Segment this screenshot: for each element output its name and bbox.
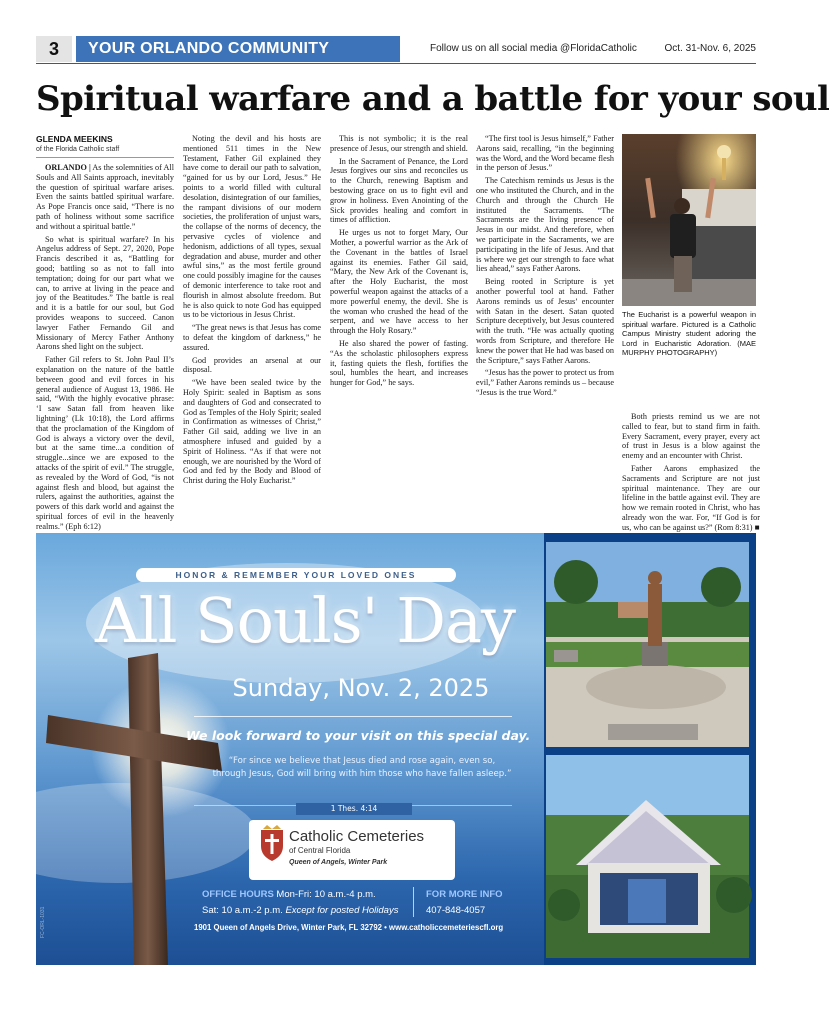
statue-garden-photo bbox=[546, 542, 749, 747]
article-paragraph: “Jesus has the power to protect us from evil,” Father Aarons reminds us – because “Jesus is the true Word.” bbox=[476, 368, 615, 397]
org-location: Queen of Angels, Winter Park bbox=[289, 859, 388, 866]
article-paragraph: “The great news is that Jesus has come to defeat the kingdom of darkness,” he assured. bbox=[183, 323, 321, 352]
article-column-2 bbox=[183, 134, 321, 514]
photo-caption: The Eucharist is a powerful weapon in spiritual warfare. Pictured is a Catholic Campus Ministry student adoring the Lord in Eucharistic Adoration. (MAE MURPHY PHOTOGRAPHY) bbox=[622, 310, 756, 358]
ad-title: All Souls' Day bbox=[95, 584, 515, 657]
scripture-quote: “For since we believe that Jesus died and rose again, even so, through Jesus, God will bring with him those who have fallen asleep.” bbox=[212, 756, 512, 779]
article-paragraph: Father Aarons emphasized the Sacraments and Scripture are not just spiritual maintenance. They are our lifeline in the battle against evil. They are how we remain rooted in Christ, who has already won the war. For, “If God is for us, who can be against us?” (Rom 8:31) ■ bbox=[622, 463, 760, 532]
all-souls-ad bbox=[36, 533, 756, 965]
byline bbox=[36, 134, 174, 158]
shield-icon bbox=[259, 828, 285, 862]
article-paragraph: “We have been sealed twice by the Holy Spirit: sealed in Baptism as sons and daughters of God and consecrated to God as Temples of the Holy Spirit; sealed in Confirmation as witnesses of Christ,” Father Gil said, adding we live in an atmosphere infused and guided by a Spirit of Holiness. “As if that were not enough, we are nourished by the Word of God and fed by the Body and Blood of Christ during the Holy Eucharist.” bbox=[183, 378, 321, 486]
chapel-photo bbox=[546, 755, 749, 958]
article-paragraph: ORLANDO | As the solemnities of All Souls and All Saints approach, inevitably the question of spiritual warfare arises. Even the saints battled spiritual warfare. As Pope Francis once said, “There is no path of holiness without some sacrifice and without a spiritual battle.” bbox=[36, 163, 174, 231]
scripture-citation: 1 Thes. 4:14 bbox=[296, 803, 412, 815]
article-paragraph: Noting the devil and his hosts are mentioned 511 times in the New Testament, Father Gil explained they have come to derail our path to salvation, “gained for us by our Lord, Jesus.” He points to a world filled with cultural desolation, disintegration of our families, the rampant divisions of our modern societies, the proliferation of unjust wars, the collapse of the norms of decency, the pervasive cycles of violence and hedonism, addictions of all types, sexual degradation and abuse, murder and other awful sins,” as the most fertile ground one could possibly imagine for the causes of demonic interference to take root and flourish in almost absolute freedom. But he is also quick to note God has equipped us to be victorious in Jesus Christ. bbox=[183, 134, 321, 320]
article-column-3 bbox=[330, 134, 468, 514]
page-header bbox=[36, 36, 756, 62]
article-paragraph: He urges us not to forget Mary, Our Mother, a powerful warrior as the Ark of the Covenant in the battles of Israel against its enemies. Father Gil said, “Mary, the New Ark of the Covenant is, after the Holy Eucharist, the most powerful weapon against the attacks of a more powerful enemy, the devil. She is the woman who crushed the head of the serpent, and we have access to her through the Holy Rosary.” bbox=[330, 228, 468, 336]
office-hours bbox=[202, 887, 412, 919]
more-info-label: FOR MORE INFO bbox=[426, 889, 503, 900]
ad-divider bbox=[194, 716, 512, 717]
ad-tagline: We look forward to your visit on this special day. bbox=[186, 728, 531, 743]
dateline: ORLANDO | bbox=[45, 163, 91, 172]
section-title: YOUR ORLANDO COMMUNITY bbox=[76, 36, 400, 62]
org-subtitle: of Central Florida bbox=[289, 846, 351, 855]
article-column-5 bbox=[622, 412, 760, 532]
social-follow: Follow us on all social media @FloridaCatholic bbox=[430, 43, 637, 54]
article-paragraph: This is not symbolic; it is the real presence of Jesus, our strength and shield. bbox=[330, 134, 468, 153]
ad-code: FC-ORL-1031 bbox=[40, 906, 46, 938]
article-paragraph: “The first tool is Jesus himself,” Father Aarons said, recalling, “in the beginning was the Word, and the Word became flesh in the person of Jesus.” bbox=[476, 134, 614, 173]
article-column-1 bbox=[36, 163, 174, 531]
page-number: 3 bbox=[36, 36, 72, 62]
org-name: Catholic Cemeteries bbox=[289, 828, 425, 845]
phone-number[interactable]: 407-848-4057 bbox=[426, 905, 486, 916]
office-hours-label: OFFICE HOURS bbox=[202, 889, 274, 900]
adoration-photo bbox=[622, 134, 756, 306]
article-paragraph: So what is spiritual warfare? In his Angelus address of Sept. 27, 2020, Pope Francis described it as, “Battling for good; battling so as not to fall into temptation; doing for our part what we can, to arrive at living in the peace and joy of the Beatitudes.” The battle is real and it is a battle for our soul, but God provides weapons to succeed. Canon lawyer Father Fernando Gil and Missionary of Mercy Father Anthony Aarons shed light on the subject. bbox=[36, 234, 174, 352]
info-divider bbox=[413, 887, 414, 917]
article-paragraph: Being rooted in Scripture is yet another powerful tool at hand. Father Aarons reminds us of Jesus’ encounter with Satan in the desert. Satan quoted Scripture deceptively, but Jesus countered with the truth. “He was actually quoting words from Scripture, and therefore He knew the power that He had was based on the Scripture,” says Father Aarons. bbox=[476, 277, 614, 365]
office-weekday: Mon-Fri: 10 a.m.-4 p.m. bbox=[276, 889, 376, 900]
headline: Spiritual warfare and a battle for your soul bbox=[36, 79, 829, 119]
author-name: GLENDA MEEKINS bbox=[36, 134, 113, 144]
author-org: of the Florida Catholic staff bbox=[36, 145, 174, 158]
article-paragraph: The Catechism reminds us Jesus is the one who instituted the Church, and in the Church and through the Church He instituted the Sacraments. “The Sacraments are the living presence of Jesus in our midst. And therefore, when we participate in the Sacraments, we are participating in the life of Jesus. And that is where we get our strength to face what lies ahead,” says Father Aarons. bbox=[476, 176, 614, 274]
ad-main-panel bbox=[36, 533, 544, 965]
issue-date: Oct. 31-Nov. 6, 2025 bbox=[664, 43, 756, 54]
ad-banner: HONOR & REMEMBER YOUR LOVED ONES bbox=[136, 568, 456, 582]
article-paragraph: God provides an arsenal at our disposal. bbox=[183, 355, 321, 375]
article-paragraph: Father Gil refers to St. John Paul II’s explanation on the nature of the battle between good and evil forces in his general audience of August 13, 1986. He said, “With the highly evocative phrase: ‘I saw Satan fall from heaven like lightning’ (Lk 10:18), the Lord affirms that the proclamation of the Kingdom of God is always a victory over the devil, but at the same time...a condition of struggle...since we are exposed to the attacks of the spirit of evil.” The struggle, as revealed by the Word of God, “is not against flesh and blood, but against the rulers, against the authorities, against the powers of this dark world and against the spiritual forces of evil in the heavenly realms.” (Eph 6:12) bbox=[36, 355, 174, 531]
article-paragraph: He also shared the power of fasting. “As the scholastic philosophers express it, fasting quiets the flesh, fortifies the soul, humbles the heart, and increases hunger for God,” he says. bbox=[330, 338, 468, 388]
article-paragraph: Both priests remind us we are not called to fear, but to stand firm in faith. Every Sacrament, every prayer, every act of trust in Jesus is a blow against the enemy and an encounter with Christ. bbox=[622, 412, 760, 461]
more-info bbox=[426, 887, 536, 919]
office-saturday: Sat: 10 a.m.-2 p.m. bbox=[202, 905, 283, 916]
ad-address[interactable]: 1901 Queen of Angels Drive, Winter Park, FL 32792 • www.catholiccemeteriescfl.org bbox=[194, 923, 504, 932]
office-note: Except for posted Holidays bbox=[285, 905, 399, 916]
article-column-4 bbox=[476, 134, 614, 514]
article-paragraph: In the Sacrament of Penance, the Lord Jesus forgives our sins and reconciles us to the Church, renewing Baptism and bestowing grace on us to fight evil and grow in holiness. Even Anointing of the Sick provides healing and comfort in times of affliction. bbox=[330, 156, 468, 225]
ad-date: Sunday, Nov. 2, 2025 bbox=[232, 674, 490, 702]
cemetery-logo bbox=[249, 820, 455, 880]
header-rule bbox=[36, 63, 756, 64]
